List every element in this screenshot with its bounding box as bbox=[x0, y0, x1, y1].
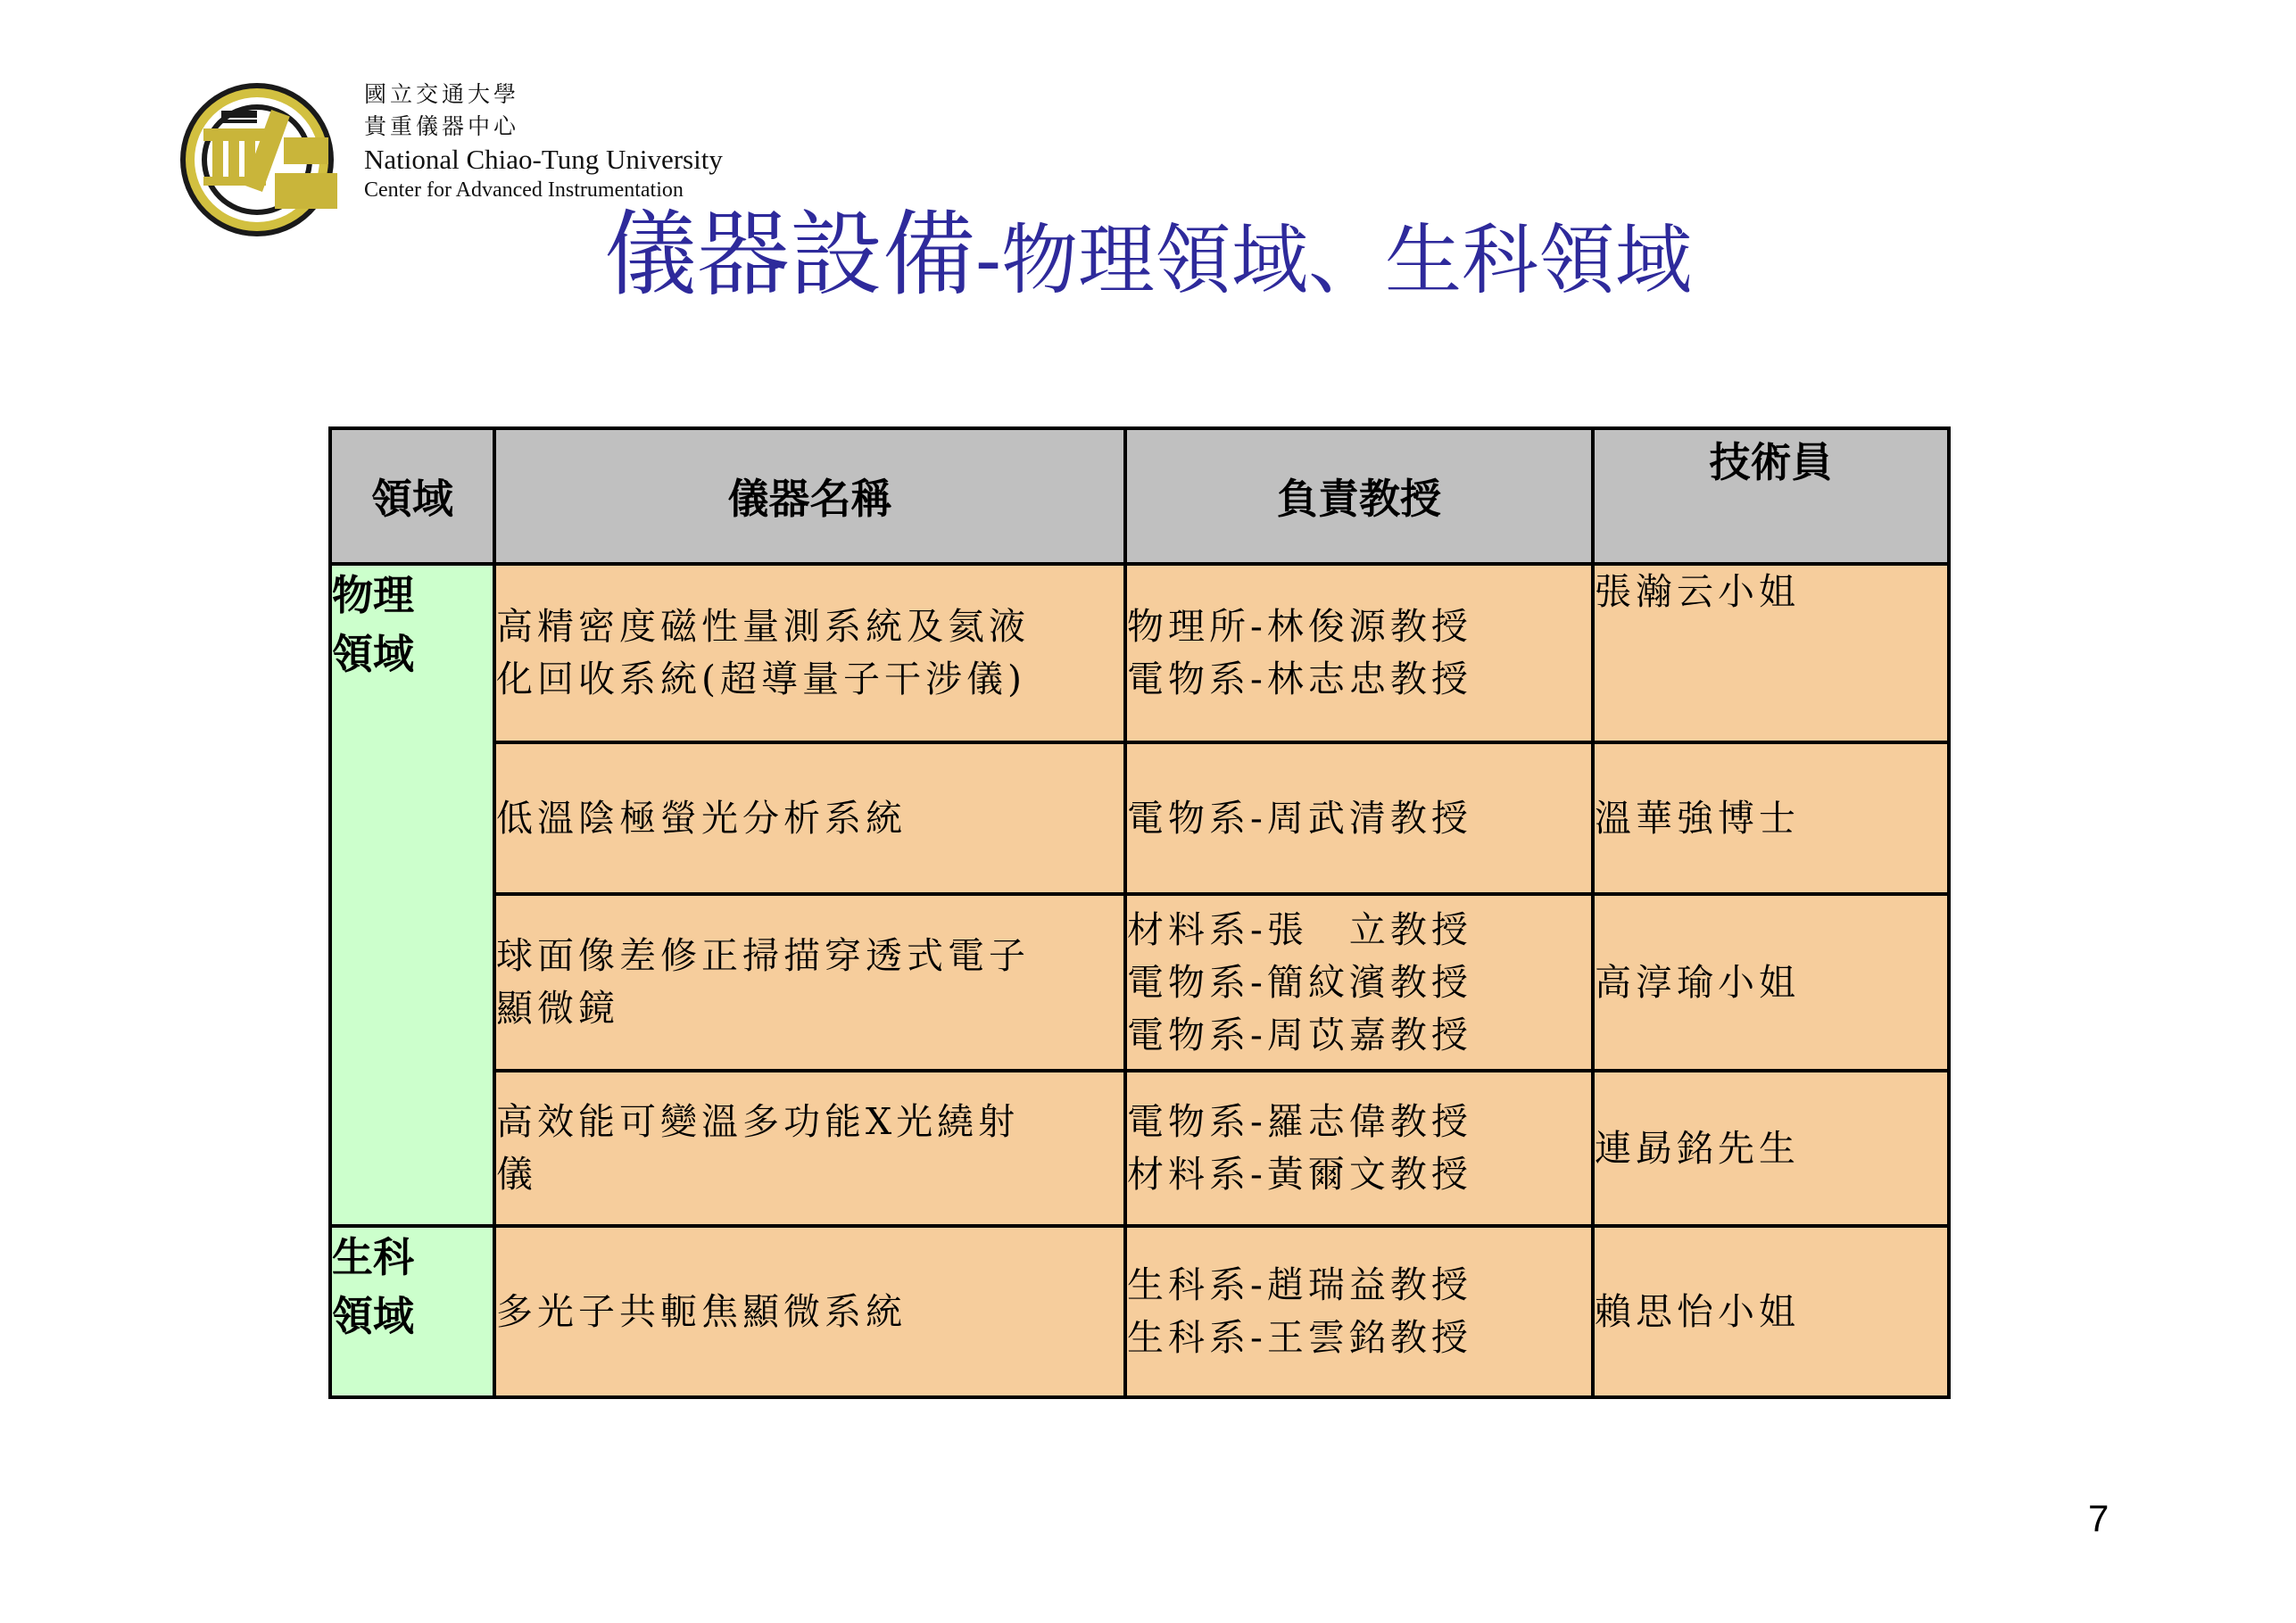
instrument-name: 低溫陰極螢光分析系統 bbox=[494, 742, 1125, 894]
org-header bbox=[364, 79, 723, 203]
header-field: 領域 bbox=[330, 428, 494, 564]
page-number: 7 bbox=[2088, 1497, 2110, 1539]
table-header-row bbox=[330, 428, 1949, 564]
equipment-table bbox=[328, 426, 1951, 1399]
org-name-zh: 國立交通大學 bbox=[364, 81, 520, 107]
instrument-name: 球面像差修正掃描穿透式電子 顯微鏡 bbox=[494, 894, 1125, 1071]
field-physics: 物理 領域 bbox=[330, 564, 494, 1226]
page-title bbox=[0, 201, 2296, 314]
title-sub: -物理領域、生科領域 bbox=[974, 216, 1693, 305]
field-life-science: 生科 領域 bbox=[330, 1226, 494, 1397]
table-row bbox=[330, 1226, 1949, 1397]
header-instrument: 儀器名稱 bbox=[494, 428, 1125, 564]
professors: 物理所-林俊源教授 電物系-林志忠教授 bbox=[1125, 564, 1593, 742]
instrument-name: 高精密度磁性量測系統及氦液 化回收系統(超導量子干涉儀) bbox=[494, 564, 1125, 742]
technician: 連勗銘先生 bbox=[1593, 1071, 1949, 1226]
org-name-en: National Chiao-Tung University bbox=[364, 144, 723, 175]
org-center-zh: 貴重儀器中心 bbox=[364, 113, 520, 139]
technician: 賴思怡小姐 bbox=[1593, 1226, 1949, 1397]
professors: 電物系-周武清教授 bbox=[1125, 742, 1593, 894]
technician: 高淳瑜小姐 bbox=[1593, 894, 1949, 1071]
instrument-name: 高效能可變溫多功能X光繞射 儀 bbox=[494, 1071, 1125, 1226]
professors: 電物系-羅志偉教授 材料系-黃爾文教授 bbox=[1125, 1071, 1593, 1226]
professors: 生科系-趙瑞益教授 生科系-王雲銘教授 bbox=[1125, 1226, 1593, 1397]
table-row bbox=[330, 1071, 1949, 1226]
header-technician: 技術員 bbox=[1593, 428, 1949, 564]
professors: 材料系-張 立教授 電物系-簡紋濱教授 電物系-周苡嘉教授 bbox=[1125, 894, 1593, 1071]
instrument-name: 多光子共軛焦顯微系統 bbox=[494, 1226, 1125, 1397]
title-main: 儀器設備 bbox=[603, 200, 975, 309]
header-professor: 負責教授 bbox=[1125, 428, 1593, 564]
org-center-en: Center for Advanced Instrumentation bbox=[364, 178, 684, 202]
technician: 溫華強博士 bbox=[1593, 742, 1949, 894]
technician: 張瀚云小姐 bbox=[1593, 564, 1949, 742]
table-row bbox=[330, 742, 1949, 894]
table-row bbox=[330, 564, 1949, 742]
table-row bbox=[330, 894, 1949, 1071]
